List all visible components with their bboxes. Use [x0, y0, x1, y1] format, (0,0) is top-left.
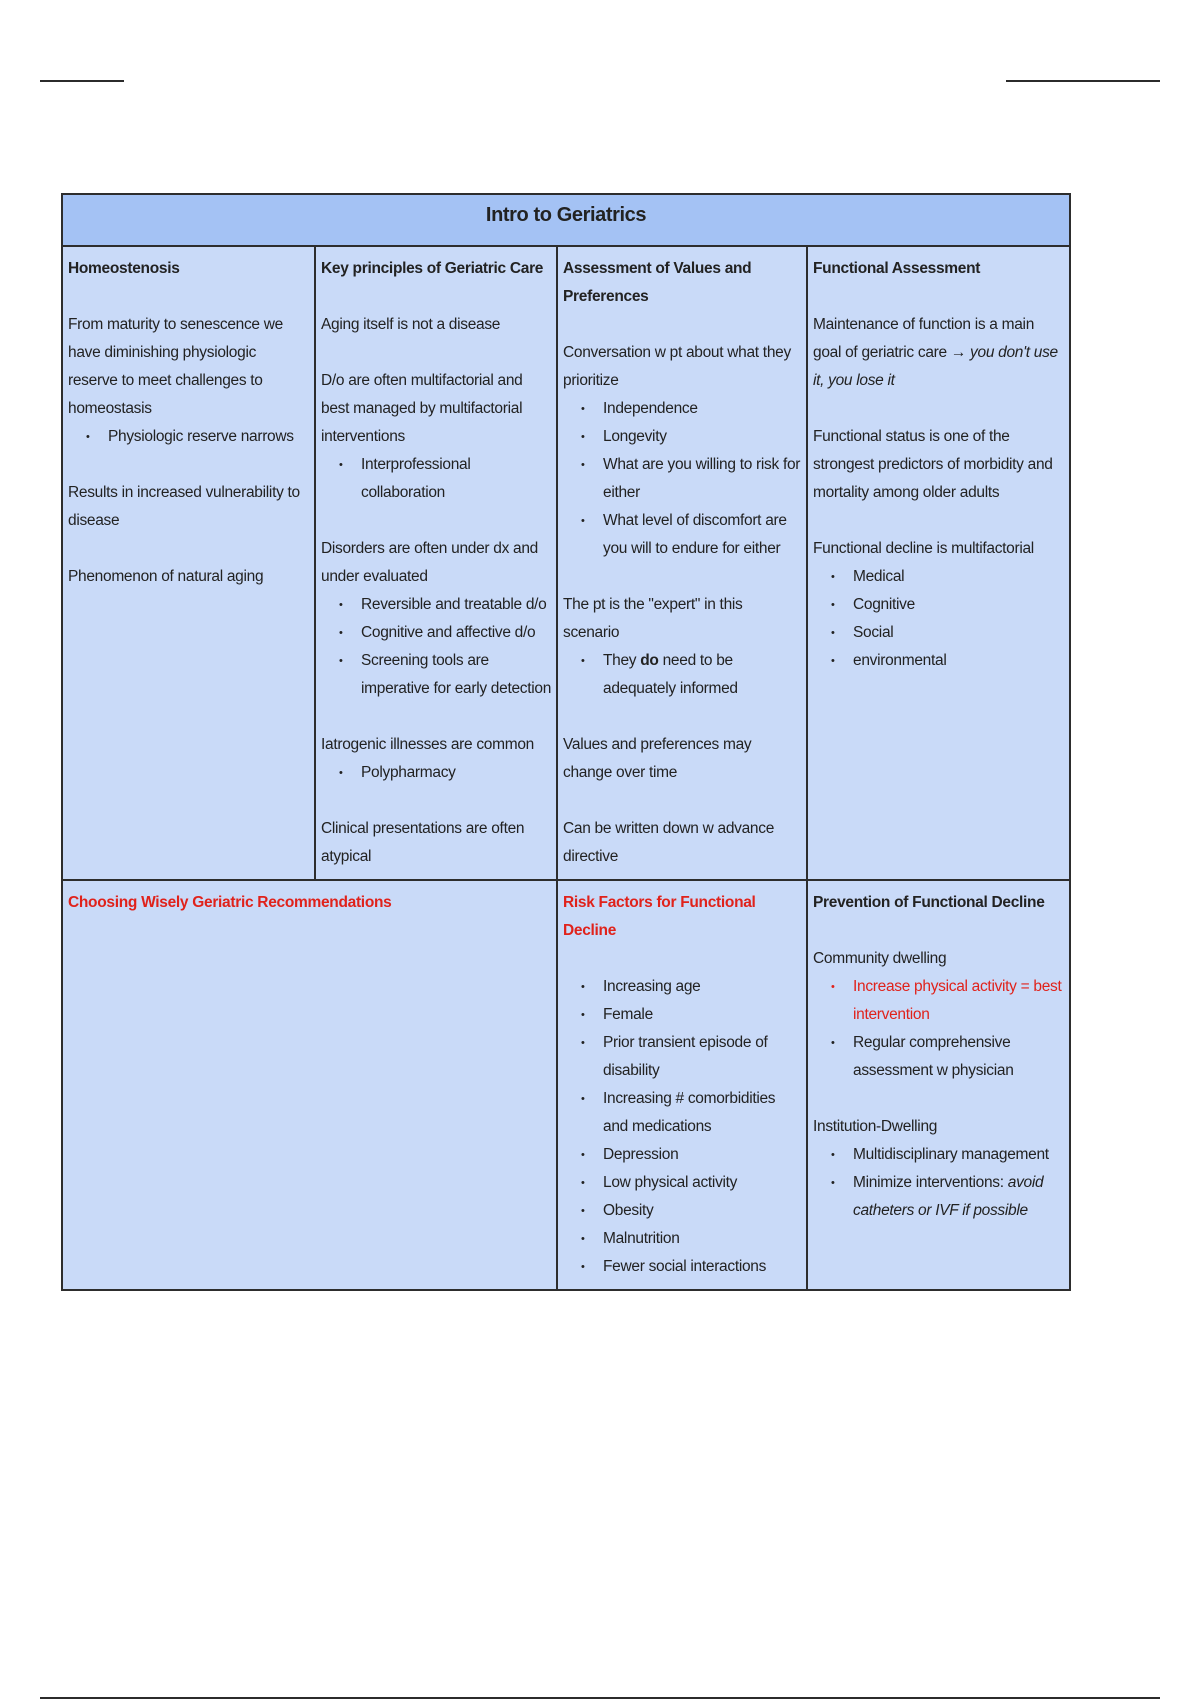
cell-risk-factors — [557, 880, 807, 1290]
text-run: need to be adequately informed — [603, 652, 738, 697]
list-item — [563, 647, 801, 703]
emphasis-text: you don't use it, you lose it — [813, 344, 1058, 389]
section-header: Functional Assessment — [813, 260, 981, 277]
list-item: • Fewer social interactions — [563, 1253, 801, 1281]
list-item: • Cognitive — [813, 591, 1064, 619]
bullet-list — [321, 759, 551, 787]
list-item: • Screening tools are imperative for early detection — [321, 647, 551, 703]
list-item: • Obesity — [563, 1197, 801, 1225]
list-item: • Reversible and treatable d/o — [321, 591, 551, 619]
paragraph: Conversation w pt about what they prioritize — [563, 344, 791, 389]
cell-key-principles — [315, 246, 557, 880]
text-run: Maintenance of function is a main goal of geriatric care → — [813, 316, 1035, 361]
list-item: • Female — [563, 1001, 801, 1029]
cell-homeostenosis — [62, 246, 315, 880]
paragraph: Institution-Dwelling — [813, 1118, 938, 1135]
list-item: • Cognitive and affective d/o — [321, 619, 551, 647]
section-header: Choosing Wisely Geriatric Recommendations — [68, 894, 392, 911]
paragraph: Clinical presentations are often atypical — [321, 820, 525, 865]
list-item: • Prior transient episode of disability — [563, 1029, 801, 1085]
bullet-list — [813, 563, 1064, 675]
emphasis-text: avoid catheters or IVF if possible — [853, 1174, 1044, 1219]
cell-prevention — [807, 880, 1070, 1290]
list-item: • Depression — [563, 1141, 801, 1169]
list-item: • Increasing age — [563, 973, 801, 1001]
text-run: They — [603, 652, 641, 669]
paragraph: From maturity to senescence we have diminishing physiologic reserve to meet challenges to homeostasis — [68, 316, 283, 417]
bullet-list — [813, 973, 1064, 1085]
list-item: • Regular comprehensive assessment w physician — [813, 1029, 1064, 1085]
geriatrics-summary-table — [61, 193, 1071, 1291]
paragraph: Disorders are often under dx and under evaluated — [321, 540, 539, 585]
cell-values-preferences — [557, 246, 807, 880]
list-item: • Longevity — [563, 423, 801, 451]
list-item: • Interprofessional collaboration — [321, 451, 551, 507]
header-rule-right — [1006, 80, 1160, 82]
emphasis-text: do — [640, 652, 659, 669]
cell-functional-assessment — [807, 246, 1070, 880]
paragraph: Can be written down w advance directive — [563, 820, 775, 865]
cell-choosing-wisely — [62, 880, 557, 1290]
list-item: • Increasing # comorbidities and medications — [563, 1085, 801, 1141]
list-item: • What are you willing to risk for either — [563, 451, 801, 507]
paragraph: The pt is the "expert" in this scenario — [563, 596, 743, 641]
paragraph: Iatrogenic illnesses are common — [321, 736, 534, 753]
list-item: • Physiologic reserve narrows — [68, 423, 309, 451]
section-header: Risk Factors for Functional Decline — [563, 894, 756, 939]
bullet-list — [563, 395, 801, 563]
list-item: • Increase physical activity = best intervention — [813, 973, 1064, 1029]
list-item: • Independence — [563, 395, 801, 423]
bullet-list — [563, 647, 801, 703]
bullet-list — [68, 423, 309, 451]
list-item: • environmental — [813, 647, 1064, 675]
paragraph: Results in increased vulnerability to disease — [68, 484, 300, 529]
bullet-list — [321, 451, 551, 507]
list-item: • Low physical activity — [563, 1169, 801, 1197]
paragraph: Community dwelling — [813, 950, 947, 967]
paragraph: Values and preferences may change over time — [563, 736, 752, 781]
list-item: • Multidisciplinary management — [813, 1141, 1064, 1169]
list-item: • Medical — [813, 563, 1064, 591]
bullet-list — [563, 973, 801, 1281]
list-item: • What level of discomfort are you will to endure for either — [563, 507, 801, 563]
section-header: Prevention of Functional Decline — [813, 894, 1045, 911]
section-header: Key principles of Geriatric Care — [321, 260, 544, 277]
paragraph — [813, 311, 1064, 395]
list-item — [813, 1169, 1064, 1225]
footer-rule — [40, 1697, 1160, 1699]
paragraph: Functional decline is multifactorial — [813, 540, 1034, 557]
section-header: Homeostenosis — [68, 260, 180, 277]
header-rule-left — [40, 80, 124, 82]
paragraph: Aging itself is not a disease — [321, 316, 501, 333]
list-item: • Social — [813, 619, 1064, 647]
paragraph: Functional status is one of the strongest predictors of morbidity and mortality among older adults — [813, 428, 1053, 501]
list-item: • Polypharmacy — [321, 759, 551, 787]
bullet-list — [813, 1141, 1064, 1225]
paragraph: D/o are often multifactorial and best managed by multifactorial interventions — [321, 372, 523, 445]
bullet-list — [321, 591, 551, 703]
list-item: • Malnutrition — [563, 1225, 801, 1253]
text-run: Minimize interventions: — [853, 1174, 1008, 1191]
paragraph: Phenomenon of natural aging — [68, 568, 264, 585]
section-header: Assessment of Values and Preferences — [563, 260, 752, 305]
table-title: Intro to Geriatrics — [62, 194, 1070, 246]
